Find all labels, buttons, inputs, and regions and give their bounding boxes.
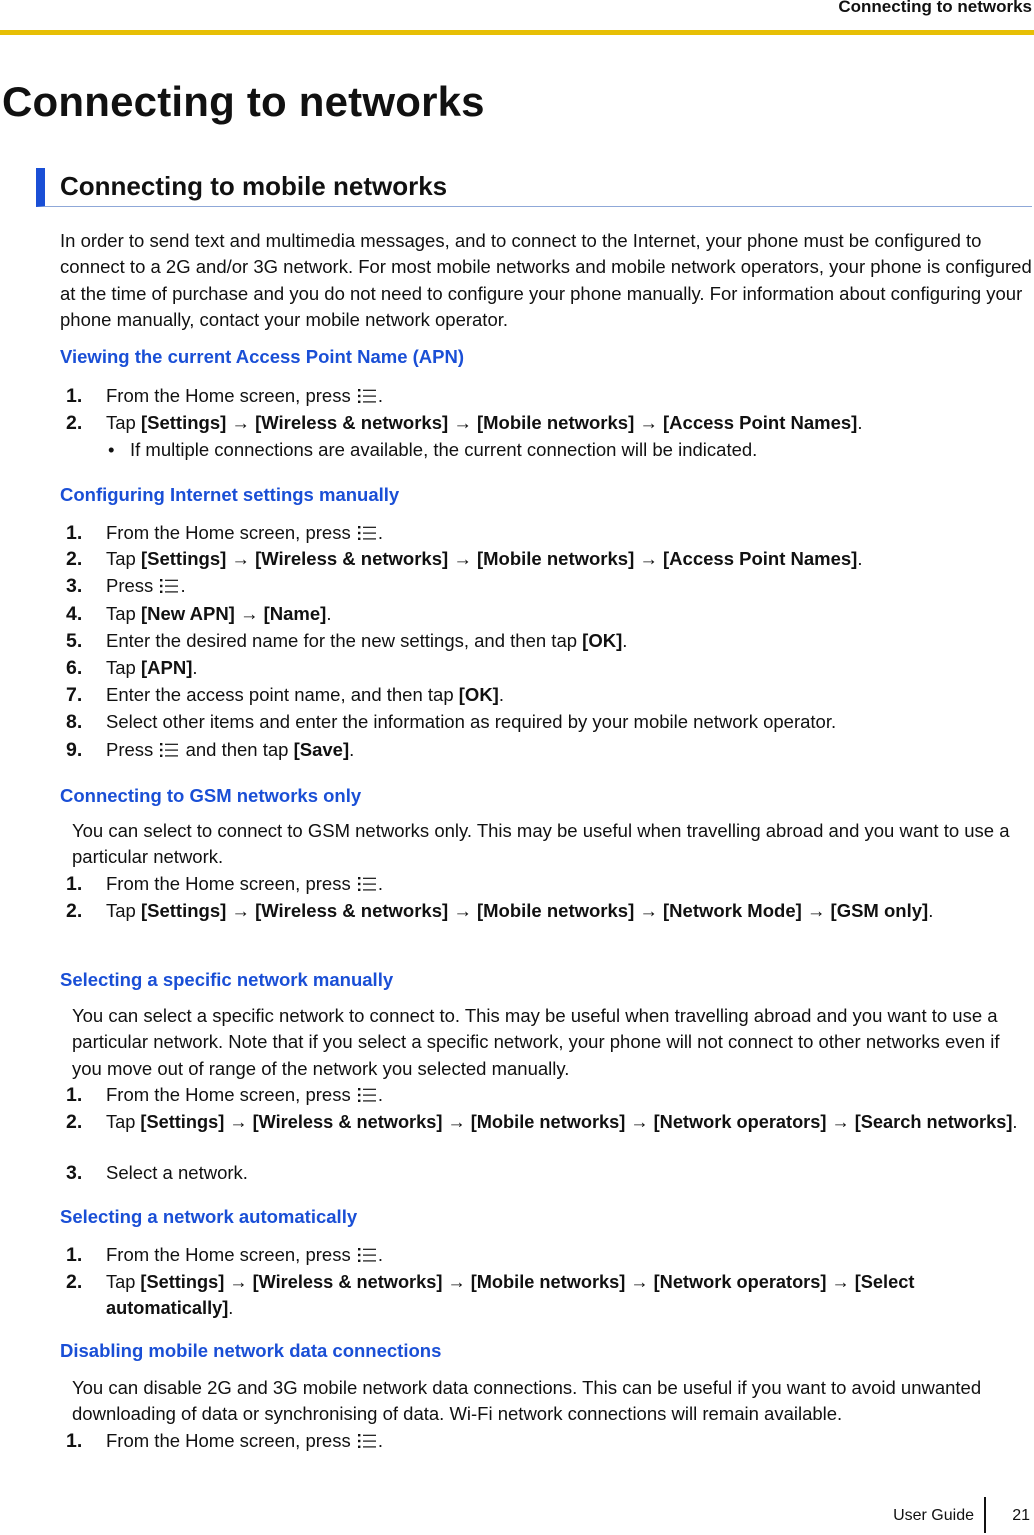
step-number: 5. [66, 630, 83, 652]
menu-icon [160, 742, 178, 758]
step-period: . [377, 522, 383, 543]
bullet-dot: • [108, 439, 115, 460]
wireless-path: [Wireless & networks] [255, 548, 449, 569]
settings-path: [Settings] [140, 1112, 225, 1132]
menu-icon [358, 1087, 376, 1103]
step-number: 2. [66, 548, 83, 570]
step-period: . [377, 385, 383, 406]
header-rule [0, 30, 1034, 35]
step-period: . [1012, 1112, 1018, 1132]
arrow: → [801, 900, 831, 921]
step-number: 1. [66, 522, 83, 544]
subheading-gsm: Connecting to GSM networks only [60, 785, 362, 806]
arrow: → [634, 548, 664, 569]
step-period: . [228, 1298, 234, 1319]
arrow: → [224, 1112, 253, 1132]
apn-path: [Access Point Names] [663, 412, 858, 433]
mobile-path: [Mobile networks] [476, 548, 635, 569]
step-number: 3. [66, 1162, 83, 1184]
arrow: → [442, 1112, 471, 1132]
step-number: 9. [66, 739, 83, 761]
list-item [66, 383, 1032, 409]
wireless-path: [Wireless & networks] [252, 1272, 443, 1292]
step-period: . [377, 1084, 383, 1105]
page-title: Connecting to networks [2, 78, 485, 125]
ok-path: [OK] [458, 684, 499, 705]
section-heading [36, 168, 1032, 207]
list-item [66, 1269, 1032, 1322]
list-item [66, 520, 1032, 546]
subheading-configuring: Configuring Internet settings manually [60, 484, 400, 505]
arrow: → [224, 1272, 253, 1292]
step-period: . [377, 1244, 383, 1265]
arrow: → [226, 548, 256, 569]
wireless-path: [Wireless & networks] [252, 1112, 443, 1132]
step-text: From the Home screen, press [106, 1430, 356, 1451]
arrow: → [234, 603, 264, 624]
wireless-path: [Wireless & networks] [255, 412, 449, 433]
name-path: [Name] [263, 603, 327, 624]
list-item [66, 1428, 1032, 1454]
arrow: → [442, 1272, 471, 1292]
step-number: 6. [66, 657, 83, 679]
list-item [66, 898, 1032, 924]
arrow: → [226, 412, 256, 433]
step-text: Tap [106, 900, 141, 921]
specific-paragraph: You can select a specific network to connect to. This may be useful when travelling abroad and you want to use a particular network. Note that if you select a specific network, your phone will not connect to other networks even if you move out of range of the network you selected manually. [72, 1005, 1000, 1079]
step-text: Enter the access point name, and then tap [106, 684, 459, 705]
step-text: From the Home screen, press [106, 522, 356, 543]
section-title: Connecting to mobile networks [60, 171, 448, 201]
footer-label: User Guide [893, 1507, 974, 1524]
list-item [66, 1160, 1032, 1186]
arrow: → [826, 1272, 855, 1292]
step-period: . [192, 657, 198, 678]
list-item [66, 546, 1032, 572]
arrow: → [826, 1112, 855, 1132]
mobile-path: [Mobile networks] [476, 412, 635, 433]
step-text: Tap [106, 412, 141, 433]
bullet-item [108, 437, 1032, 463]
list-item [66, 410, 1032, 436]
menu-icon [358, 876, 376, 892]
wireless-path: [Wireless & networks] [255, 900, 449, 921]
footer-divider [984, 1497, 986, 1533]
list-item [66, 601, 1032, 627]
menu-icon [358, 525, 376, 541]
list-item [66, 655, 1032, 681]
arrow: → [625, 1272, 654, 1292]
step-number: 2. [66, 900, 83, 922]
list-item [66, 709, 1032, 735]
step-number: 1. [66, 1430, 83, 1452]
step-text: and then tap [180, 739, 294, 760]
step-text: Tap [106, 548, 141, 569]
network-mode-path: [Network Mode] [663, 900, 802, 921]
arrow: → [448, 548, 477, 569]
step-text: Press [106, 739, 159, 760]
step-period: . [857, 412, 863, 433]
step-period: . [498, 684, 504, 705]
save-path: [Save] [293, 739, 350, 760]
step-text: Press [106, 575, 159, 596]
step-text: From the Home screen, press [106, 1084, 356, 1105]
step-period: . [928, 900, 934, 921]
bullet-text: If multiple connections are available, the current connection will be indicated. [130, 439, 758, 460]
new-apn-path: [New APN] [140, 603, 235, 624]
step-text: Tap [106, 603, 141, 624]
menu-icon [358, 1247, 376, 1263]
select-automatically-path: [Select automatically] [106, 1272, 915, 1319]
subheading-viewing-apn: Viewing the current Access Point Name (APN) [60, 346, 465, 367]
arrow: → [226, 900, 256, 921]
step-text: From the Home screen, press [106, 385, 356, 406]
search-networks-path: [Search networks] [854, 1112, 1013, 1132]
menu-icon [358, 388, 376, 404]
step-text: Select a network. [106, 1162, 248, 1183]
settings-path: [Settings] [140, 900, 227, 921]
step-number: 2. [66, 412, 83, 434]
subheading-specific: Selecting a specific network manually [60, 969, 394, 990]
list-item [66, 871, 1032, 897]
step-text: Tap [106, 1272, 141, 1292]
mobile-path: [Mobile networks] [470, 1272, 626, 1292]
network-operators-path: [Network operators] [653, 1272, 827, 1292]
mobile-path: [Mobile networks] [470, 1112, 626, 1132]
list-item [66, 1109, 1032, 1135]
ok-path: [OK] [582, 630, 623, 651]
step-text: Select other items and enter the information as required by your mobile network operator. [106, 711, 837, 732]
list-item [66, 1082, 1032, 1108]
step-number: 1. [66, 1244, 83, 1266]
list-item [66, 628, 1032, 654]
step-period: . [377, 873, 383, 894]
step-number: 8. [66, 711, 83, 733]
step-period: . [326, 603, 332, 624]
step-text: Tap [106, 657, 141, 678]
menu-icon [160, 578, 178, 594]
step-number: 1. [66, 1084, 83, 1106]
settings-path: [Settings] [140, 412, 227, 433]
step-number: 7. [66, 684, 83, 706]
menu-icon [358, 1433, 376, 1449]
step-period: . [857, 548, 863, 569]
settings-path: [Settings] [140, 1272, 225, 1292]
step-number: 2. [66, 1271, 83, 1293]
arrow: → [625, 1112, 654, 1132]
arrow: → [634, 412, 664, 433]
network-operators-path: [Network operators] [653, 1112, 827, 1132]
step-number: 1. [66, 385, 83, 407]
list-item [66, 573, 1032, 599]
subheading-disabling: Disabling mobile network data connections [60, 1340, 442, 1361]
mobile-path: [Mobile networks] [476, 900, 635, 921]
step-number: 3. [66, 575, 83, 597]
step-period: . [349, 739, 355, 760]
step-number: 2. [66, 1111, 83, 1133]
page-number: 21 [1012, 1507, 1030, 1524]
intro-paragraph: In order to send text and multimedia messages, and to connect to the Internet, your phone must be configured to connect to a 2G and/or 3G network. For most mobile networks and mobile network operators, your phone is configured at the time of purchase and you do not need to configure your phone manually. For information about configuring your phone manually, contact your mobile network operator. [60, 230, 1032, 330]
step-period: . [622, 630, 628, 651]
running-header: Connecting to networks [838, 0, 1032, 16]
apn-field-path: [APN] [140, 657, 193, 678]
apn-path: [Access Point Names] [663, 548, 858, 569]
step-text: From the Home screen, press [106, 1244, 356, 1265]
disabling-paragraph: You can disable 2G and 3G mobile network data connections. This can be useful if you want to avoid unwanted downloading of data or synchronising of data. Wi-Fi network connections will remain available. [72, 1377, 982, 1425]
step-text: Enter the desired name for the new settings, and then tap [106, 630, 583, 651]
step-text: From the Home screen, press [106, 873, 356, 894]
arrow: → [634, 900, 664, 921]
list-item [66, 1242, 1032, 1268]
arrow: → [448, 900, 477, 921]
step-period: . [377, 1430, 383, 1451]
gsm-paragraph: You can select to connect to GSM networks only. This may be useful when travelling abroad and you want to use a particular network. [72, 820, 1010, 868]
step-text: Tap [106, 1112, 141, 1132]
settings-path: [Settings] [140, 548, 227, 569]
subheading-automatic: Selecting a network automatically [60, 1206, 358, 1227]
list-item [66, 737, 1032, 763]
gsm-only-path: [GSM only] [830, 900, 929, 921]
step-number: 4. [66, 603, 83, 625]
step-number: 1. [66, 873, 83, 895]
list-item [66, 682, 1032, 708]
step-period: . [180, 575, 186, 596]
arrow: → [448, 412, 477, 433]
